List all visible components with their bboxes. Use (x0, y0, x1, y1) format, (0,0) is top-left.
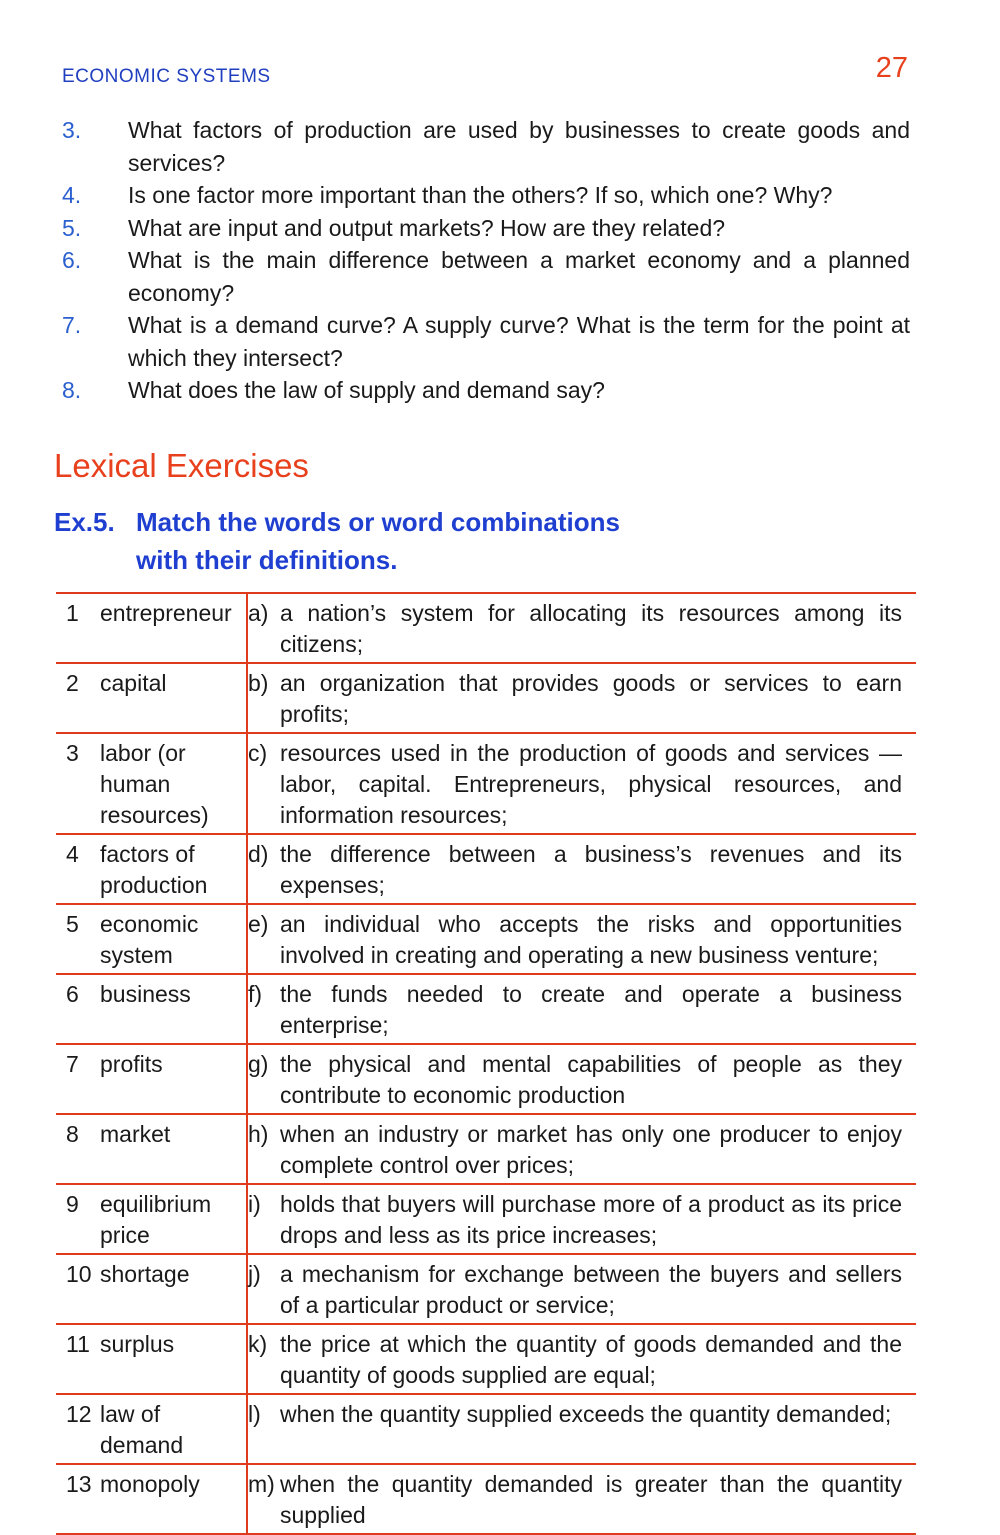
definition-letter: a) (248, 600, 269, 626)
exercise-heading (54, 503, 676, 579)
question-text: What factors of production are used by businesses to create goods and services? (128, 117, 910, 176)
question-number: 7. (62, 312, 82, 338)
definition-cell (247, 1114, 916, 1184)
definition-letter: l) (248, 1401, 261, 1427)
term-text: equilibrium price (100, 1191, 212, 1248)
definition-cell (247, 663, 916, 733)
question-number: 5. (62, 214, 82, 241)
question-number: 8. (62, 377, 82, 403)
question-item (62, 244, 910, 309)
term-number: 12 (66, 1401, 92, 1427)
table-row (56, 1464, 916, 1534)
definition-cell (247, 834, 916, 904)
question-item (62, 309, 910, 374)
term-cell (56, 733, 247, 834)
definition-letter: f) (248, 981, 263, 1007)
term-number: 10 (66, 1261, 92, 1287)
term-cell (56, 1184, 247, 1254)
running-head: ECONOMIC SYSTEMS (62, 66, 271, 87)
matching-table (56, 592, 916, 1535)
question-number: 4. (62, 182, 82, 208)
definition-text: when the quantity supplied exceeds the quantity demanded; (280, 1401, 892, 1427)
definition-letter: e) (248, 911, 269, 937)
definition-cell (247, 904, 916, 974)
table-row (56, 834, 916, 904)
term-cell (56, 1044, 247, 1114)
table-row (56, 593, 916, 663)
term-text: shortage (100, 1261, 190, 1287)
definition-text: when an industry or market has only one producer to enjoy complete control over prices; (280, 1121, 902, 1178)
question-item (62, 179, 910, 212)
term-text: profits (100, 1051, 163, 1077)
definition-letter: i) (248, 1191, 261, 1217)
definition-letter: h) (248, 1121, 269, 1147)
table-row (56, 974, 916, 1044)
definition-text: a nation’s system for allocating its resources among its citizens; (280, 600, 902, 657)
term-cell (56, 1254, 247, 1324)
definition-letter: d) (248, 841, 269, 867)
definition-text: when the quantity demanded is greater than the quantity supplied (280, 1471, 902, 1528)
exercise-label: Ex.5. (54, 507, 115, 537)
definition-text: an individual who accepts the risks and opportunities involved in creating and operating a new business venture; (280, 911, 902, 968)
definition-cell (247, 593, 916, 663)
term-cell (56, 1394, 247, 1464)
term-cell (56, 1324, 247, 1394)
term-number: 4 (66, 841, 79, 867)
question-list (62, 114, 910, 407)
definition-cell (247, 733, 916, 834)
table-row (56, 1044, 916, 1114)
term-text: labor (or human resources) (100, 740, 209, 828)
term-number: 6 (66, 981, 79, 1007)
term-number: 9 (66, 1191, 79, 1217)
term-text: law of demand (100, 1401, 184, 1458)
question-number: 3. (62, 117, 82, 143)
definition-cell (247, 1324, 916, 1394)
definition-text: a mechanism for exchange between the buyers and sellers of a particular product or service; (280, 1261, 902, 1318)
table-row (56, 904, 916, 974)
definition-cell (247, 1394, 916, 1464)
definition-letter: k) (248, 1331, 268, 1357)
question-text: What is the main difference between a market economy and a planned economy? (128, 247, 910, 306)
question-number: 6. (62, 247, 82, 273)
definition-cell (247, 974, 916, 1044)
term-cell (56, 974, 247, 1044)
term-text: capital (100, 670, 167, 696)
term-text: economic system (100, 911, 199, 968)
term-number: 11 (66, 1331, 90, 1357)
definition-letter: b) (248, 670, 269, 696)
table-row (56, 663, 916, 733)
page-number: 27 (875, 52, 908, 84)
question-item (62, 374, 910, 407)
definition-text: resources used in the production of goods and services — labor, capital. Entrepreneurs, physical resources, and information resources; (280, 740, 902, 828)
term-text: entrepreneur (100, 600, 232, 626)
term-text: business (100, 981, 191, 1007)
question-item (62, 212, 910, 245)
definition-text: the price at which the quantity of goods demanded and the quantity of goods supplied are equal; (280, 1331, 902, 1388)
definition-letter: j) (248, 1261, 261, 1287)
definition-cell (247, 1254, 916, 1324)
term-number: 1 (66, 600, 79, 626)
definition-letter: c) (248, 740, 268, 766)
term-number: 3 (66, 740, 79, 766)
question-text: What is a demand curve? A supply curve? What is the term for the point at which they intersect? (128, 312, 910, 371)
term-number: 5 (66, 911, 79, 937)
table-row (56, 733, 916, 834)
definition-cell (247, 1044, 916, 1114)
table-row (56, 1254, 916, 1324)
definition-text: an organization that provides goods or services to earn profits; (280, 670, 902, 727)
question-item (62, 114, 910, 179)
definition-cell (247, 1184, 916, 1254)
definition-letter: m) (248, 1471, 275, 1497)
definition-text: holds that buyers will purchase more of a product as its price drops and less as its price increases; (280, 1191, 902, 1248)
question-text: Is one factor more important than the others? If so, which one? Why? (128, 182, 833, 208)
term-number: 7 (66, 1051, 79, 1077)
question-text: What are input and output markets? How are they related? (128, 214, 726, 241)
term-number: 13 (66, 1471, 92, 1497)
table-row (56, 1184, 916, 1254)
term-cell (56, 904, 247, 974)
exercise-instruction: Match the words or word combinations with their definitions. (136, 507, 620, 575)
definition-text: the difference between a business’s revenues and its expenses; (280, 841, 902, 898)
term-text: factors of production (100, 841, 208, 898)
term-number: 2 (66, 670, 79, 696)
term-cell (56, 1114, 247, 1184)
table-row (56, 1114, 916, 1184)
term-cell (56, 593, 247, 663)
term-number: 8 (66, 1121, 79, 1147)
question-text: What does the law of supply and demand say? (128, 377, 605, 403)
term-text: monopoly (100, 1471, 200, 1497)
term-cell (56, 834, 247, 904)
term-cell (56, 663, 247, 733)
definition-cell (247, 1464, 916, 1534)
term-text: market (100, 1121, 171, 1147)
definition-text: the physical and mental capabilities of people as they contribute to economic production (280, 1051, 902, 1108)
definition-letter: g) (248, 1051, 269, 1077)
table-row (56, 1394, 916, 1464)
term-text: surplus (100, 1331, 175, 1357)
table-row (56, 1324, 916, 1394)
definition-text: the funds needed to create and operate a business enterprise; (280, 981, 902, 1038)
term-cell (56, 1464, 247, 1534)
section-title: Lexical Exercises (54, 447, 309, 484)
